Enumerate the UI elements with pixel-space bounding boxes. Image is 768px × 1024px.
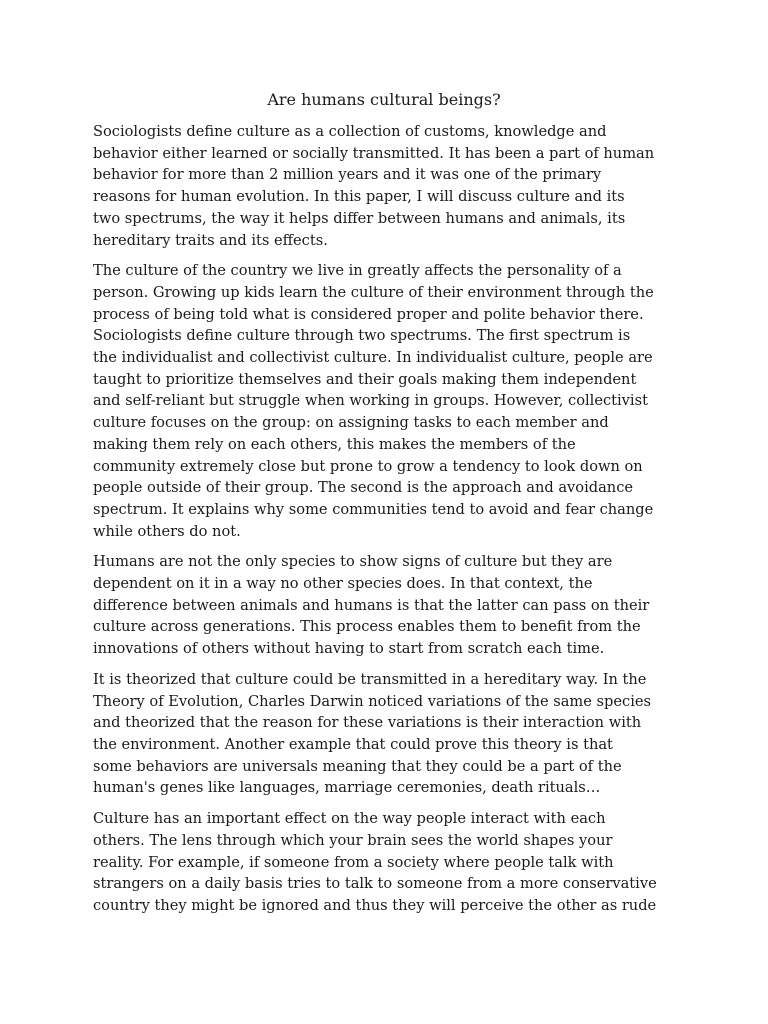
paragraph: Sociologists define culture as a collection of customs, knowledge and behavior either learned or socially transmitted. It has been a part of human behavior for more than 2 million years and it was one of the primary reasons for human evolution. In this paper, I will discuss culture and its two spectrums, the way it helps differ between humans and animals, its hereditary traits and its effects. bbox=[93, 123, 655, 249]
paragraph: Culture has an important effect on the way people interact with each others. The lens through which your brain sees the world shapes your reality. For example, if someone from a society where people talk with strangers on a daily basis tries to talk to someone from a more conservative country they might be ignored and thus they will perceive the other as rude bbox=[93, 810, 657, 914]
paragraph: The culture of the country we live in greatly affects the personality of a person. Growing up kids learn the culture of their environment through the process of being told what is considered proper and polite behavior there. Sociologists define culture through two spectrums. The first spectrum is the individualist and collectivist culture. In individualist culture, people are taught to prioritize themselves and their goals making them independent and self-reliant but struggle when working in groups. However, collectivist culture focuses on the group: on assigning tasks to each member and making them rely on each others, this makes the members of the community extremely close but prone to grow a tendency to look down on people outside of their group. The second is the approach and avoidance spectrum. It explains why some communities tend to avoid and fear change while others do not. bbox=[93, 262, 654, 540]
paragraph: It is theorized that culture could be transmitted in a hereditary way. In the Theory of Evolution, Charles Darwin noticed variations of the same species and theorized that the reason for these variations is their interaction with the environment. Another example that could prove this theory is that some behaviors are universals meaning that they could be a part of the human's genes like languages, marriage ceremonies, death rituals… bbox=[93, 670, 651, 797]
paragraph: Humans are not the only species to show signs of culture but they are dependent on it in a way no other species does. In that context, the difference between animals and humans is that the latter can pass on their culture across generations. This process enables them to benefit from the innovations of others without having to start from scratch each time. bbox=[93, 553, 650, 658]
document-title: Are humans cultural beings? bbox=[267, 90, 501, 109]
document-body bbox=[93, 121, 687, 926]
